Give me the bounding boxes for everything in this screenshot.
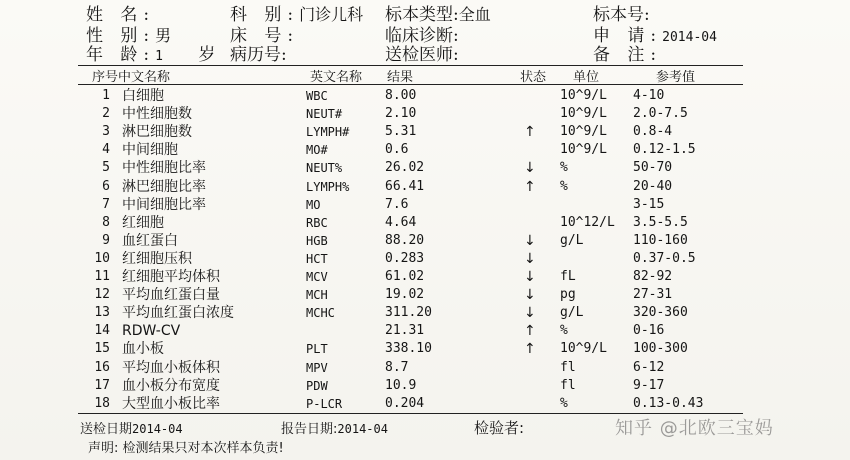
test-result: 8.7: [385, 359, 409, 375]
row-number: 1: [102, 88, 110, 103]
reference-range: 6-12: [633, 359, 665, 375]
table-row: [0, 123, 850, 141]
row-number: 5: [102, 160, 110, 176]
test-abbr: PLT: [306, 342, 328, 357]
row-number: 8: [102, 214, 110, 230]
status-flag: ↓: [524, 269, 536, 285]
reference-range: 320-360: [633, 305, 688, 321]
reference-range: 3-15: [633, 196, 665, 212]
bed-field: [230, 26, 299, 46]
test-name: RDW-CV: [122, 323, 181, 340]
row-number: 12: [94, 287, 110, 303]
age-value: 1: [155, 49, 163, 64]
send-date-label: 送检日期: [80, 422, 133, 437]
test-result: 338.10: [385, 341, 432, 357]
test-unit: 10^12/L: [560, 214, 615, 230]
test-result: 61.02: [385, 269, 425, 284]
test-unit: pg: [560, 287, 576, 303]
table-row: [0, 141, 850, 159]
test-name: 平均血红蛋白浓度: [122, 305, 234, 322]
test-result: 0.204: [385, 395, 425, 411]
reference-range: 3.5-5.5: [633, 214, 688, 230]
test-abbr: MPV: [306, 360, 328, 375]
send-date-field: [80, 418, 183, 437]
checker-label: 检验者:: [474, 419, 525, 437]
reference-range: 0.37-0.5: [633, 250, 696, 266]
bed-label: 床 号:: [230, 26, 300, 46]
status-flag: ↑: [524, 323, 536, 340]
test-abbr: HGB: [306, 233, 328, 248]
test-name: 红细胞平均体积: [122, 269, 220, 285]
test-unit: %: [560, 395, 568, 411]
reference-range: 4-10: [633, 88, 665, 103]
report-date-label: 报告日期:: [281, 422, 338, 437]
test-result: 8.00: [385, 88, 417, 103]
test-name: 血小板: [122, 341, 164, 358]
doctor-label: 送检医师:: [385, 45, 459, 65]
test-unit: 10^9/L: [560, 124, 607, 140]
reference-range: 0.8-4: [633, 124, 673, 140]
test-name: 血红蛋白: [122, 232, 178, 249]
row-number: 7: [102, 196, 110, 212]
table-row: [0, 105, 850, 123]
row-number: 13: [94, 305, 110, 321]
test-result: 0.6: [385, 142, 409, 158]
status-flag: ↑: [524, 124, 536, 141]
test-abbr: MCV: [306, 270, 328, 284]
test-name: 大型血小板比率: [122, 395, 220, 412]
reference-range: 9-17: [633, 377, 665, 393]
status-flag: ↑: [524, 178, 536, 195]
row-number: 16: [94, 359, 110, 375]
test-name: 红细胞压积: [122, 250, 192, 267]
test-name: 淋巴细胞比率: [122, 178, 206, 195]
apply-value: 2014-04: [662, 30, 717, 45]
table-row: [0, 250, 850, 268]
table-row: [0, 178, 850, 196]
test-abbr: NEUT%: [306, 161, 343, 176]
test-name: 中间细胞: [122, 142, 178, 159]
row-number: 17: [94, 377, 110, 393]
sample-no-label: 标本号:: [593, 5, 650, 25]
reference-range: 82-92: [633, 269, 673, 284]
row-number: 15: [94, 341, 110, 357]
test-unit: %: [560, 178, 568, 194]
table-row: [0, 232, 850, 250]
test-abbr: MO#: [306, 143, 328, 158]
test-abbr: P-LCR: [306, 396, 343, 411]
test-unit: 10^9/L: [560, 106, 607, 122]
test-unit: 10^9/L: [560, 341, 607, 357]
send-date-value: 2014-04: [132, 422, 183, 436]
sample-no-field: [593, 5, 650, 25]
row-number: 14: [94, 323, 110, 339]
age-field: [86, 45, 215, 67]
row-number: 6: [102, 178, 110, 194]
test-abbr: WBC: [306, 89, 328, 103]
row-number: 9: [102, 232, 110, 248]
reference-range: 0-16: [633, 323, 665, 339]
clinical-dx-label: 临床诊断:: [385, 26, 459, 46]
table-row: [0, 359, 850, 377]
row-number: 11: [94, 269, 110, 284]
reference-range: 2.0-7.5: [633, 106, 688, 122]
remark-label: 备 注:: [593, 45, 663, 65]
row-number: 10: [94, 250, 110, 266]
test-name: 淋巴细胞数: [122, 124, 192, 141]
name-label: 姓 名:: [86, 5, 156, 25]
dept-label: 科 别:: [230, 5, 300, 25]
sample-type-label: 标本类型:: [385, 5, 459, 25]
test-result: 21.31: [385, 323, 425, 339]
table-row: [0, 286, 850, 304]
record-field: [230, 45, 287, 65]
test-result: 311.20: [385, 305, 432, 321]
test-result: 19.02: [385, 287, 425, 303]
reference-range: 110-160: [633, 232, 688, 248]
test-unit: fl: [560, 359, 576, 375]
col-no-name: 序号中文名称: [92, 70, 171, 85]
test-result: 5.31: [385, 124, 417, 140]
test-abbr: HCT: [306, 251, 328, 266]
dept-field: [230, 5, 363, 25]
test-unit: g/L: [560, 305, 584, 321]
report-date-field: [281, 418, 388, 437]
reference-range: 27-31: [633, 287, 673, 303]
test-unit: %: [560, 323, 568, 339]
row-number: 18: [94, 395, 110, 411]
apply-label: 申 请:: [593, 26, 663, 46]
table-row: [0, 87, 850, 105]
table-row: [0, 340, 850, 358]
reference-range: 50-70: [633, 160, 673, 176]
table-row: [0, 377, 850, 395]
dept-value: 门诊儿科: [299, 5, 364, 24]
sex-label: 性 别:: [86, 26, 156, 46]
test-abbr: LYMPH%: [306, 179, 350, 194]
test-unit: g/L: [560, 232, 584, 248]
row-number: 3: [102, 124, 110, 140]
reference-range: 0.12-1.5: [633, 142, 696, 158]
test-result: 10.9: [385, 377, 417, 393]
test-unit: fl: [560, 377, 576, 393]
reference-range: 20-40: [633, 178, 673, 194]
col-unit: 单位: [573, 70, 600, 85]
reference-range: 100-300: [633, 341, 688, 357]
test-result: 66.41: [385, 178, 425, 194]
test-name: 中间细胞比率: [122, 196, 206, 213]
test-name: 白细胞: [122, 88, 164, 104]
test-name: 血小板分布宽度: [122, 377, 220, 394]
test-abbr: PDW: [306, 378, 328, 393]
table-row: [0, 395, 850, 413]
test-result: 4.64: [385, 214, 417, 230]
test-abbr: MO: [306, 197, 321, 212]
test-unit: %: [560, 160, 568, 176]
status-flag: ↓: [524, 287, 536, 304]
table-row: [0, 304, 850, 322]
test-name: 平均血红蛋白量: [122, 287, 220, 304]
test-result: 7.6: [385, 196, 409, 212]
col-result: 结果: [387, 70, 414, 85]
test-name: 平均血小板体积: [122, 359, 220, 376]
status-flag: ↓: [524, 305, 536, 322]
test-name: 中性细胞数: [122, 106, 192, 123]
test-abbr: RBC: [306, 215, 328, 230]
test-abbr: NEUT#: [306, 107, 343, 122]
status-flag: ↓: [524, 250, 536, 267]
row-number: 4: [102, 142, 110, 158]
name-field: [86, 5, 155, 25]
table-row: [0, 268, 850, 286]
age-label: 年 龄:: [86, 45, 156, 65]
table-row: [0, 214, 850, 232]
sex-value: 男: [155, 26, 172, 45]
record-label: 病历号:: [230, 45, 287, 65]
sample-type-field: [385, 5, 491, 25]
test-result: 26.02: [385, 160, 425, 176]
remark-field: [593, 45, 662, 65]
report-date-value: 2014-04: [337, 422, 388, 436]
table-row: [0, 159, 850, 177]
col-abbr: 英文名称: [310, 70, 363, 85]
test-abbr: MCHC: [306, 306, 335, 321]
disclaimer: 声明: 检测结果只对本次样本负责!: [88, 441, 284, 456]
test-unit: fL: [560, 269, 576, 284]
table-row: [0, 196, 850, 214]
test-result: 88.20: [385, 232, 425, 248]
test-result: 2.10: [385, 106, 417, 122]
age-unit: 岁: [198, 45, 216, 65]
header-divider: [78, 84, 743, 85]
test-abbr: MCH: [306, 288, 328, 303]
test-name: 红细胞: [122, 214, 164, 231]
watermark-text: 知乎 @北欧三宝妈: [615, 418, 774, 439]
row-number: 2: [102, 106, 110, 122]
status-flag: ↓: [524, 160, 536, 177]
table-row: [0, 322, 850, 340]
col-status: 状态: [520, 70, 547, 85]
status-flag: ↓: [524, 232, 536, 249]
test-unit: 10^9/L: [560, 88, 607, 103]
checker-field: [474, 417, 524, 438]
test-name: 中性细胞比率: [122, 160, 206, 177]
sex-field: [86, 26, 171, 46]
test-abbr: LYMPH#: [306, 125, 350, 140]
test-result: 0.283: [385, 250, 425, 266]
col-ref: 参考值: [656, 70, 696, 85]
doctor-field: [385, 45, 459, 65]
status-flag: ↑: [524, 341, 536, 358]
test-unit: 10^9/L: [560, 142, 607, 158]
clinical-dx-field: [385, 26, 459, 46]
reference-range: 0.13-0.43: [633, 395, 704, 411]
sample-type-value: 全血: [458, 5, 491, 24]
